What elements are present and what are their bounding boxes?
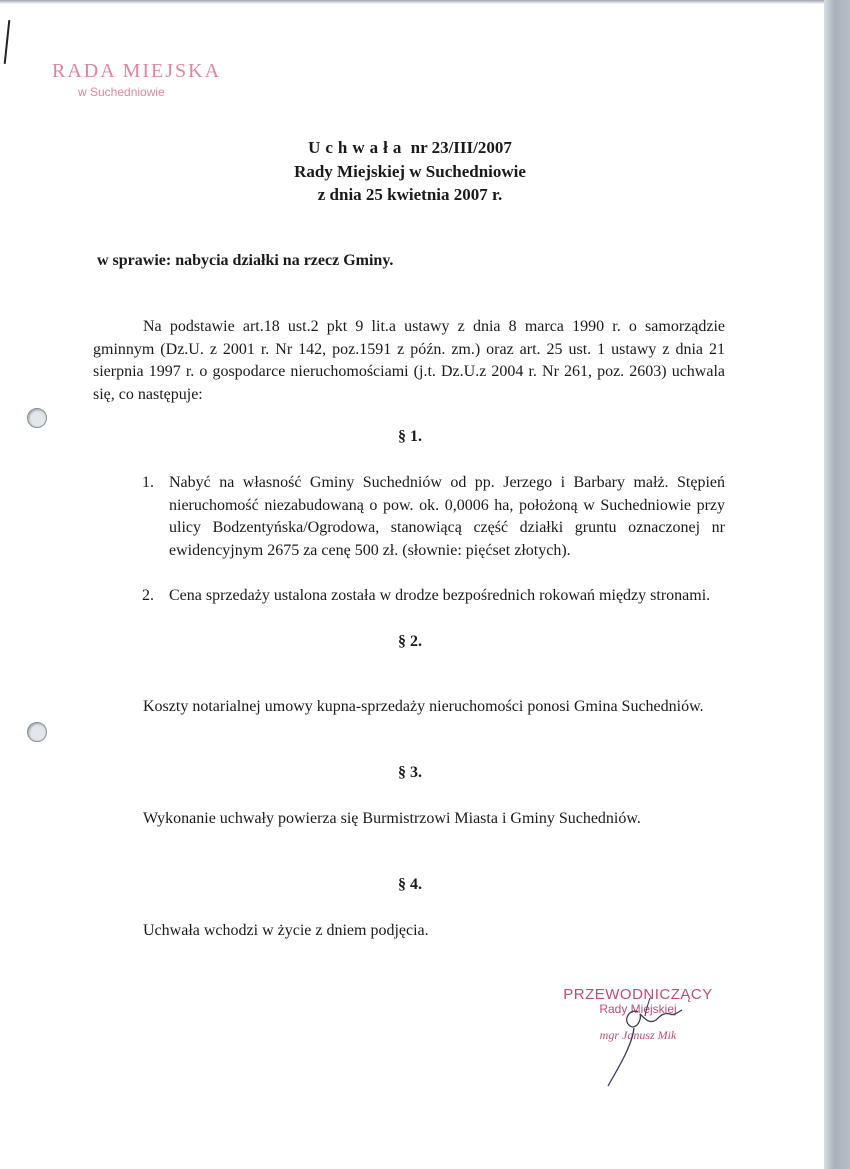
punch-hole-upper — [27, 408, 47, 428]
section-4-text: Uchwała wchodzi w życie z dniem podjęcia. — [143, 922, 429, 939]
council-stamp — [52, 60, 221, 99]
resolution-title-word: Uchwała — [308, 138, 407, 157]
pen-mark — [4, 20, 11, 64]
resolution-title — [0, 138, 820, 158]
section-4-heading: § 4. — [398, 876, 422, 893]
scan-right-edge — [824, 0, 850, 1169]
resolution-number: nr 23/III/2007 — [410, 138, 512, 157]
item-number: 2. — [142, 587, 154, 604]
punch-hole-lower — [27, 722, 47, 742]
resolution-date: z dnia 25 kwietnia 2007 r. — [317, 185, 503, 204]
chairman-stamp-body: Rady Miejskiej — [599, 1002, 677, 1016]
section-3-heading: § 3. — [398, 764, 422, 781]
scan-top-edge — [0, 0, 850, 4]
section-1-item-1 — [142, 472, 725, 584]
chairman-stamp-name: mgr Janusz Mik — [599, 1028, 677, 1042]
section-2-heading: § 2. — [398, 633, 422, 650]
section-2-text: Koszty notarialnej umowy kupna-sprzedaży nieruchomości ponosi Gmina Suchedniów. — [143, 698, 704, 715]
item-text: Cena sprzedaży ustalona została w drodze bezpośrednich rokowań między stronami. — [169, 587, 711, 604]
council-stamp-line2: w Suchedniowie — [78, 85, 165, 99]
resolution-subject: w sprawie: nabycia działki na rzecz Gminy. — [97, 252, 394, 269]
section-1-item-2 — [142, 585, 725, 631]
council-stamp-line1: RADA MIEJSKA — [52, 60, 222, 82]
preamble-paragraph: Na podstawie art.18 ust.2 pkt 9 lit.a ustawy z dnia 8 marca 1990 r. o samorządzie gminnym (Dz.U. z 2001 r. Nr 142, poz.1591 z późn. zm.) oraz art. 25 ust. 1 ustawy z dnia 21 sierpnia 1997 r. o gospodarce nieruchomościami (j.t. Dz.U.z 2004 r. Nr 261, poz. 2603) uchwala się, co następuje: — [93, 318, 725, 403]
item-number: 1. — [142, 474, 154, 491]
item-text: Nabyć na własność Gminy Suchedniów od pp. Jerzego i Barbary małż. Stępień nieruchomość niezabudowaną o pow. ok. 0,0006 ha, położoną w Suchedniowie przy ulicy Bodzentyńska/Ogrodowa, stanowiącą część działki gruntu oznaczonej nr ewidencyjnym 2675 za cenę 500 zł. (słownie: pięćset złotych). — [169, 474, 725, 559]
handwritten-signature — [590, 990, 700, 1090]
section-3-text: Wykonanie uchwały powierza się Burmistrzowi Miasta i Gminy Suchedniów. — [143, 810, 641, 827]
resolution-council: Rady Miejskiej w Suchedniowie — [294, 162, 526, 181]
chairman-stamp-title: PRZEWODNICZĄCY — [563, 986, 713, 1003]
section-1-heading: § 1. — [398, 428, 422, 445]
